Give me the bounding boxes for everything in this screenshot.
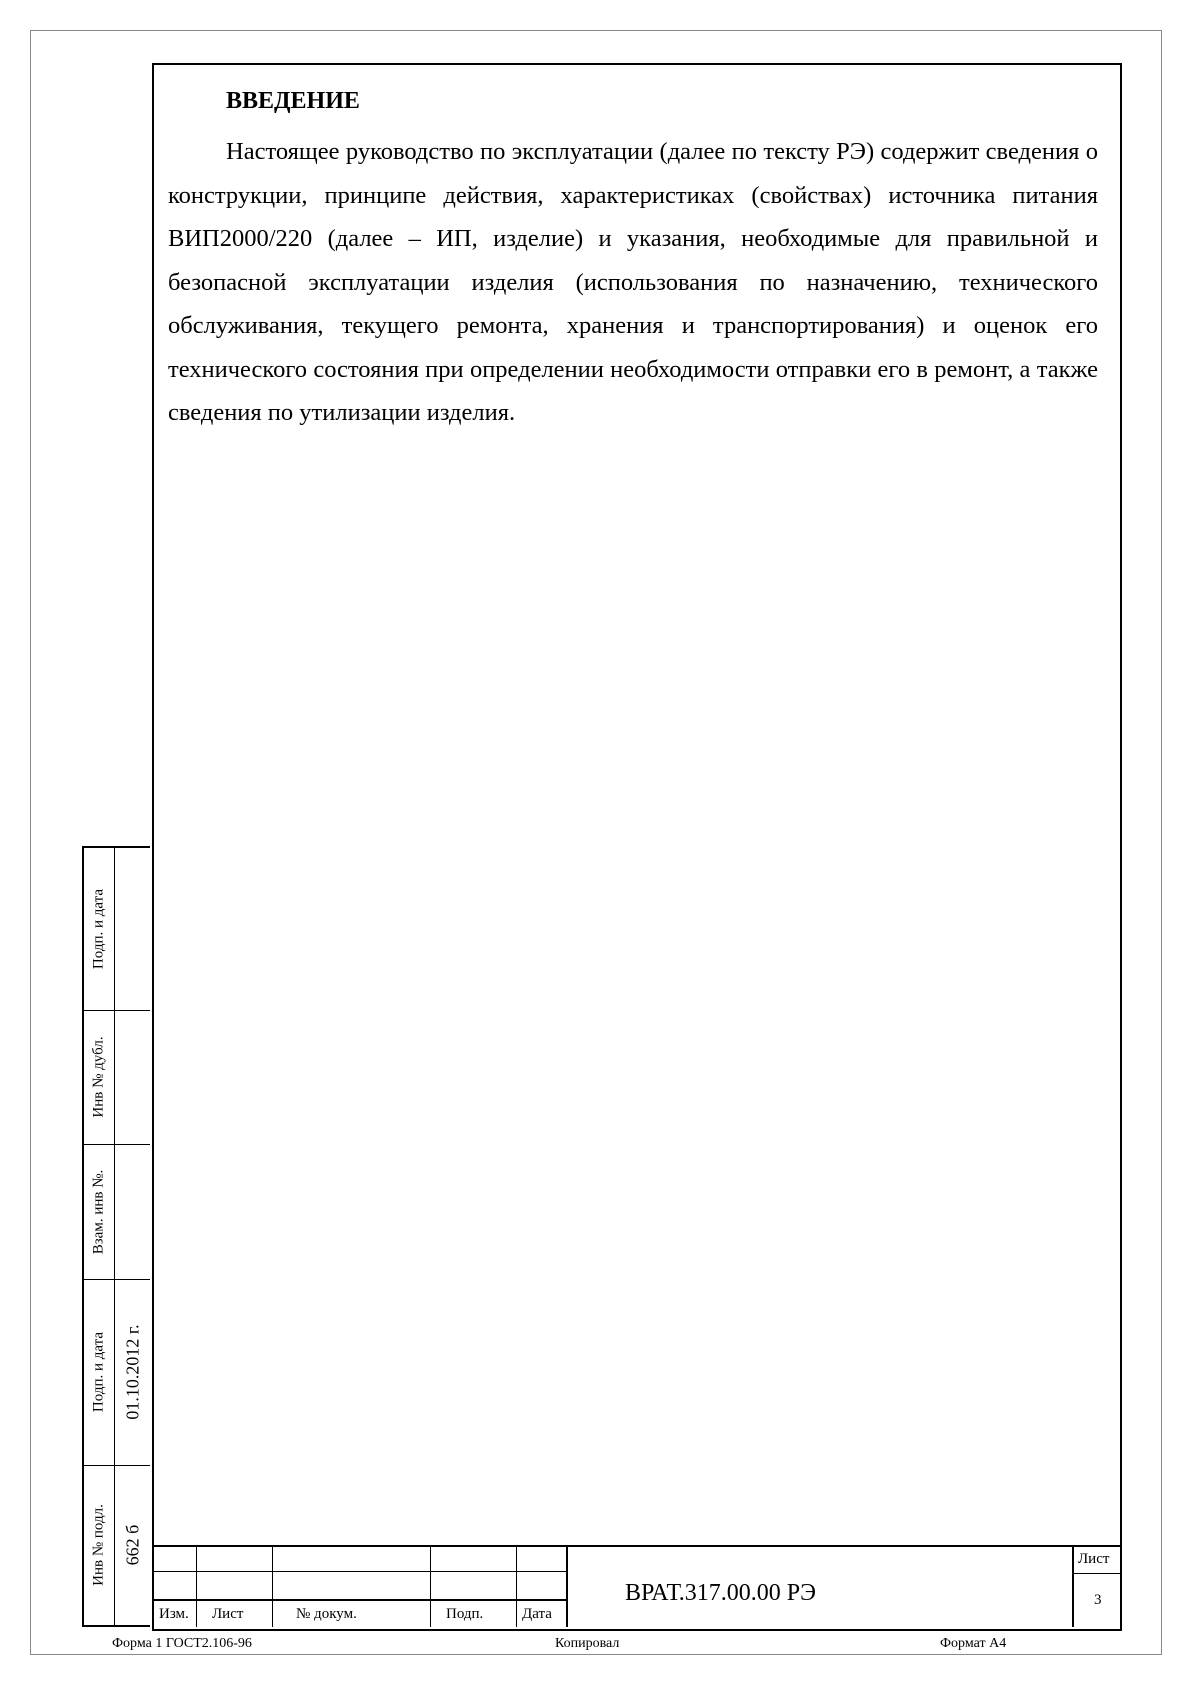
format-label: Формат А4 xyxy=(940,1636,1007,1651)
col-label-doc-number: № докум. xyxy=(296,1606,357,1622)
side-cell-orig-inv xyxy=(84,1465,150,1625)
side-label: Инв № подл. xyxy=(90,1504,107,1586)
document-code: ВРАТ.317.00.00 РЭ xyxy=(625,1580,816,1606)
section-heading: ВВЕДЕНИЕ xyxy=(226,88,360,114)
col-label-change: Изм. xyxy=(159,1606,189,1622)
side-label: Подп. и дата xyxy=(90,888,107,970)
side-label: Подп. и дата xyxy=(90,1331,107,1413)
form-standard: Форма 1 ГОСТ2.106-96 xyxy=(112,1636,252,1651)
side-cell-sign-date-2 xyxy=(84,1279,150,1466)
side-value: 01.10.2012 г. xyxy=(122,1324,143,1420)
side-label: Инв № дубл. xyxy=(90,1036,107,1118)
introduction-paragraph: Настоящее руководство по эксплуатации (далее по тексту РЭ) содержит сведения о конструкции, принципе действия, характеристиках (свойствах) источника питания ВИП2000/220 (далее – ИП, изделие) и указания, необходимые для правильной и безопасной эксплуатации изделия (использования по назначению, технического обслуживания, текущего ремонта, хранения и транспортирования) и оценок его технического состояния при определении необходимости отправки его в ремонт, а также сведения по утилизации изделия. xyxy=(168,138,1098,426)
col-label-date: Дата xyxy=(522,1606,552,1622)
side-label: Взам. инв №. xyxy=(90,1169,107,1254)
side-stamp-column xyxy=(82,846,150,1627)
side-cell-dup-inv xyxy=(84,1010,150,1145)
sheet-number: 3 xyxy=(1094,1592,1102,1608)
side-value: 662 б xyxy=(122,1524,143,1566)
side-cell-sign-date-1 xyxy=(84,848,150,1011)
sheet-label: Лист xyxy=(1078,1551,1110,1567)
document-body xyxy=(168,86,1098,435)
col-label-signature: Подп. xyxy=(446,1606,484,1622)
copied-label: Копировал xyxy=(555,1636,620,1651)
col-label-sheet: Лист xyxy=(212,1606,244,1622)
side-cell-replace-inv xyxy=(84,1144,150,1280)
